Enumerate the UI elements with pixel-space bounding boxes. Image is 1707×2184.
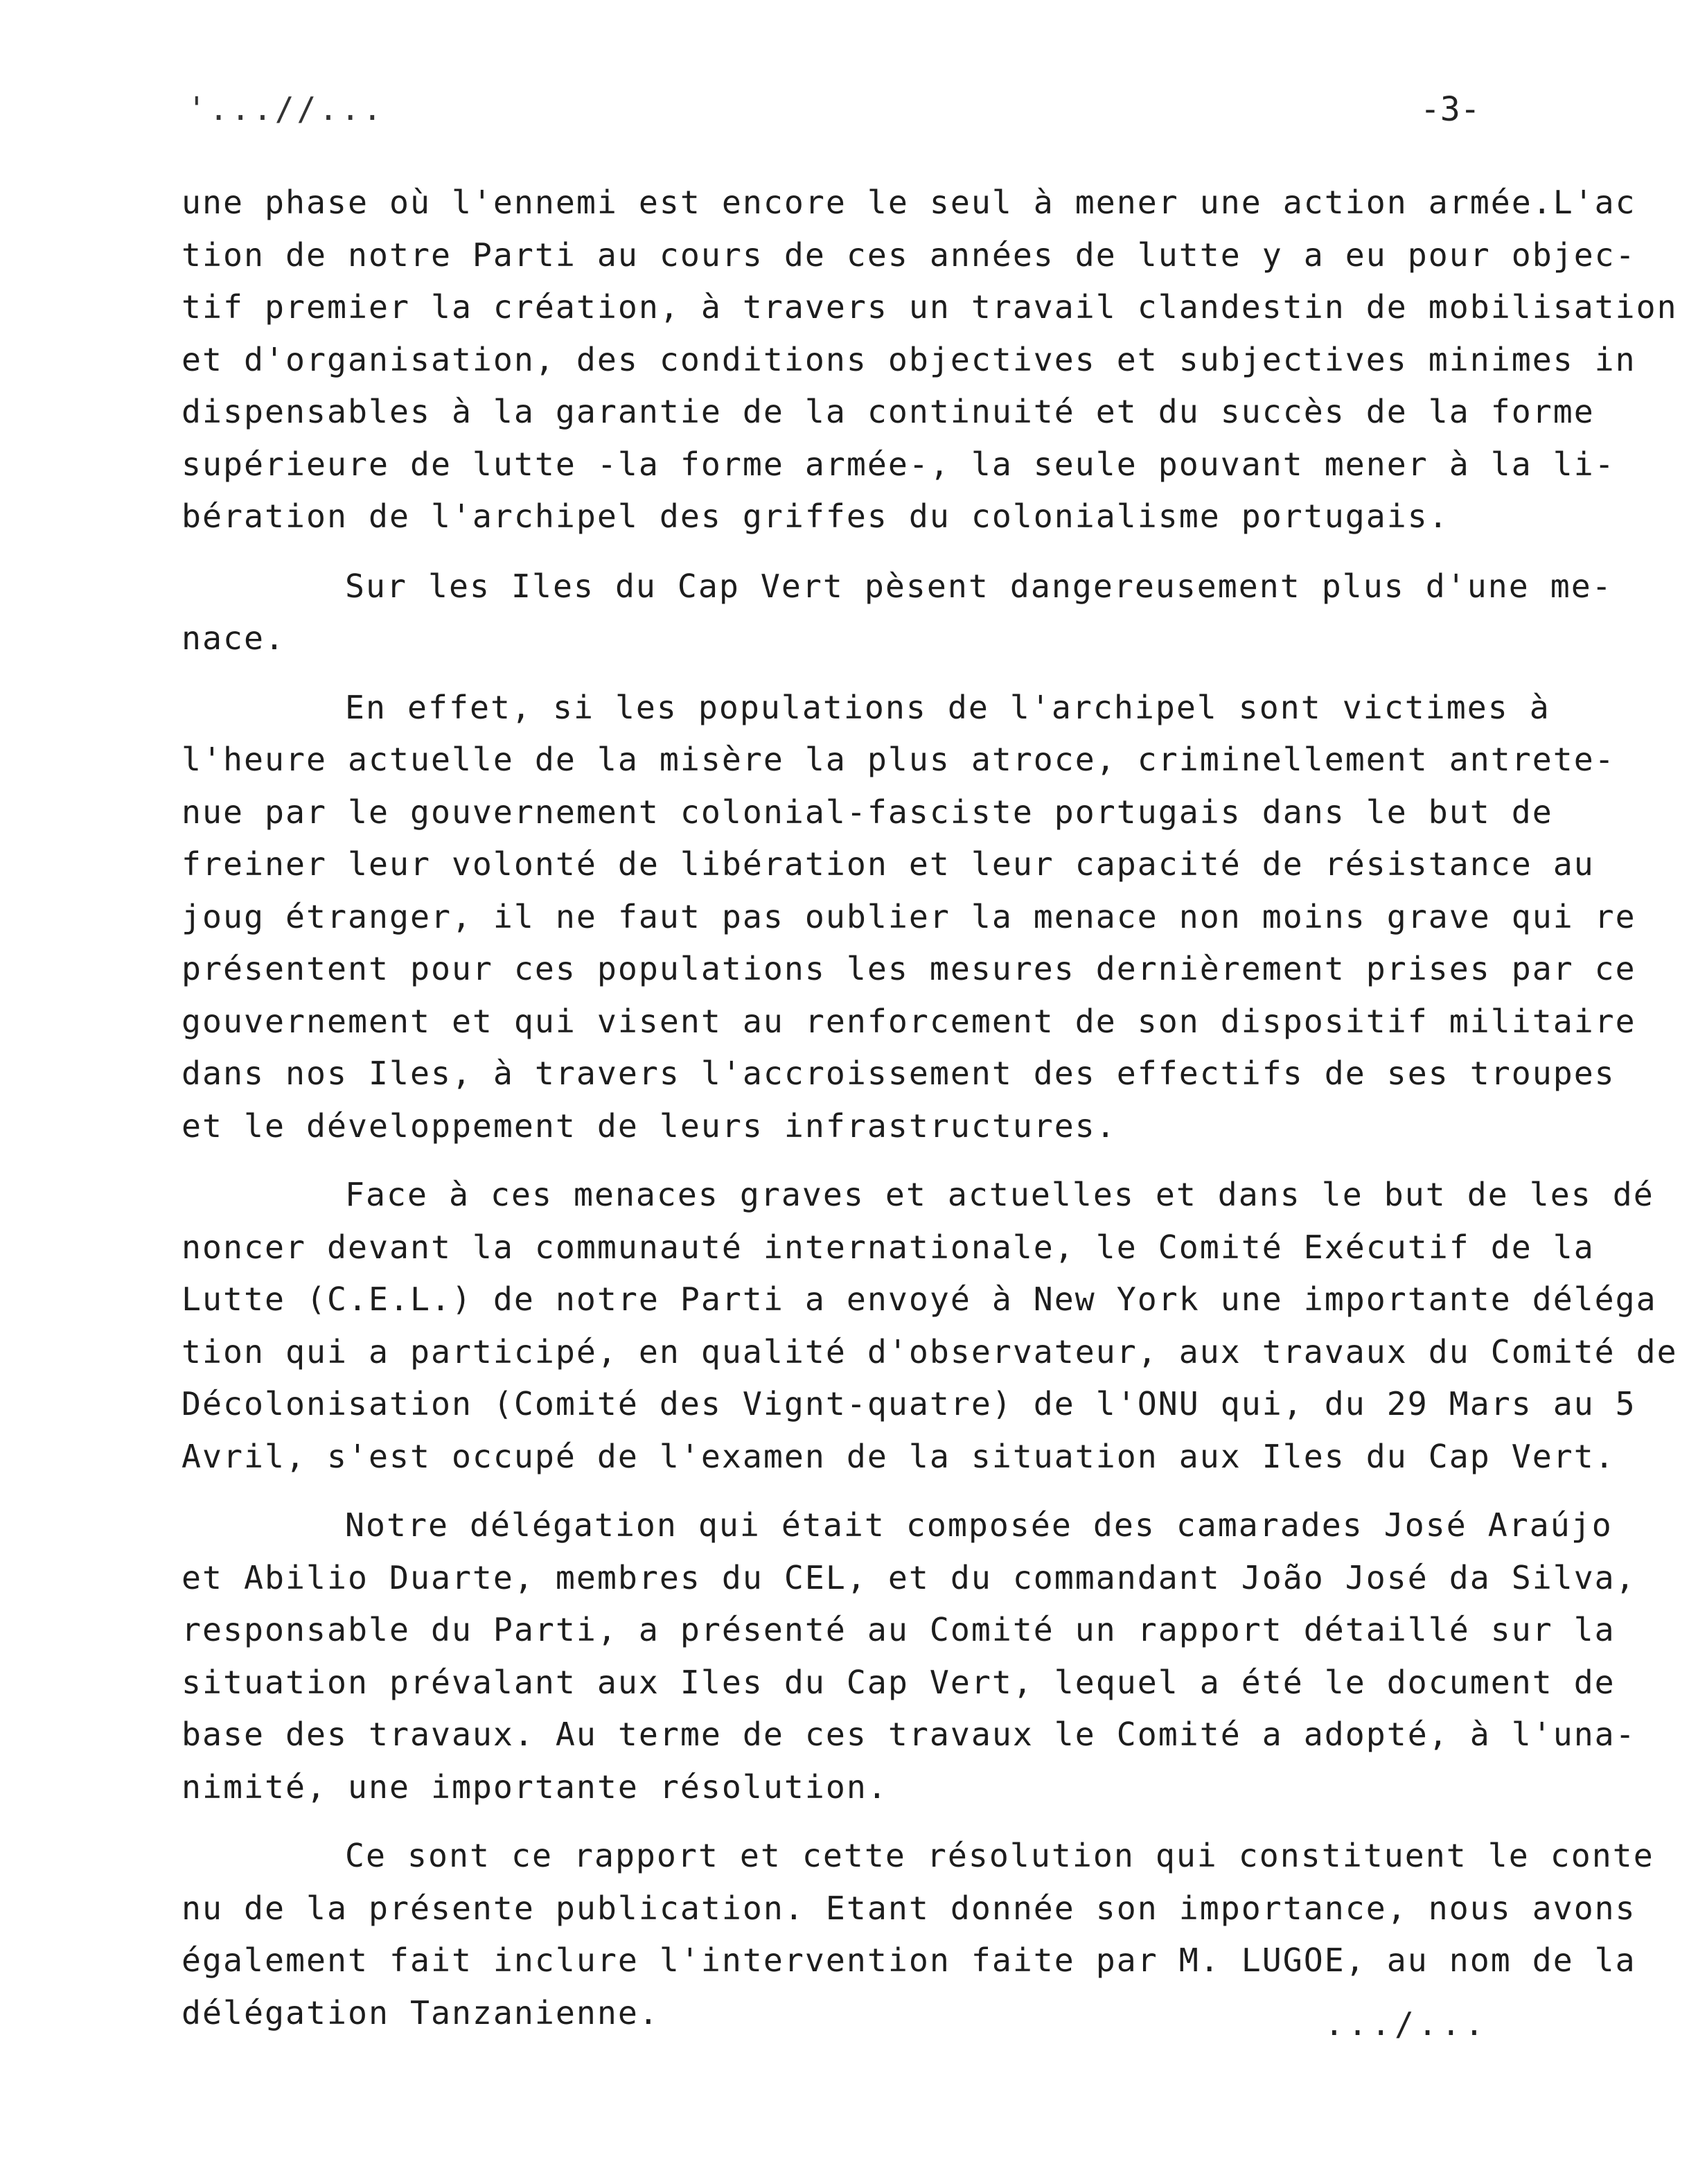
text-line: l'heure actuelle de la misère la plus atroce, criminellement antrete- [182,741,1616,778]
text-line: supérieure de lutte -la forme armée-, la seule pouvant mener à la li- [182,445,1616,483]
header-continuation-mark: '...//... [187,90,385,127]
text-line: également fait inclure l'intervention faite par M. LUGOE, au nom de la [182,1941,1636,1979]
text-line: Avril, s'est occupé de l'examen de la situation aux Iles du Cap Vert. [182,1437,1616,1475]
paragraph-3 [182,682,1678,1153]
text-line: En effet, si les populations de l'archipel sont victimes à [345,688,1550,726]
text-line: nu de la présente publication. Etant donnée son importance, nous avons [182,1889,1636,1927]
text-line: dispensables à la garantie de la continuité et du succès de la forme [182,393,1595,430]
text-line: Ce sont ce rapport et cette résolution qui constituent le conte [345,1837,1654,1874]
text-line: et d'organisation, des conditions objectives et subjectives minimes in [182,340,1636,378]
text-line: nue par le gouvernement colonial-fasciste portugais dans le but de [182,793,1553,831]
paragraph-2 [182,561,1678,665]
page-number: -3- [1420,90,1480,129]
text-line: tif premier la création, à travers un travail clandestin de mobilisation [182,288,1678,326]
text-line: Notre délégation qui était composée des camarades José Araújo [345,1506,1613,1544]
text-line: responsable du Parti, a présenté au Comité un rapport détaillé sur la [182,1611,1616,1648]
text-line: tion qui a participé, en qualité d'observateur, aux travaux du Comité de [182,1332,1678,1371]
text-line: Décolonisation (Comité des Vignt-quatre) de l'ONU qui, du 29 Mars au 5 [182,1385,1636,1423]
text-line: freiner leur volonté de libération et leur capacité de résistance au [182,845,1595,883]
text-line: joug étranger, il ne faut pas oublier la menace non moins grave qui re [182,897,1636,935]
text-line: Lutte (C.E.L.) de notre Parti a envoyé à New York une importante déléga [182,1280,1657,1318]
text-line: Sur les Iles du Cap Vert pèsent dangereusement plus d'une me- [345,567,1613,605]
paragraph-1 [182,177,1678,543]
text-line: et Abilio Duarte, membres du CEL, et du commandant João José da Silva, [182,1558,1636,1596]
text-line: gouvernement et qui visent au renforcement de son dispositif militaire [182,1002,1636,1040]
text-line: présentent pour ces populations les mesures dernièrement prises par ce [182,950,1636,987]
text-line: Face à ces menaces graves et actuelles et dans le but de les dé [345,1176,1654,1213]
text-line: une phase où l'ennemi est encore le seul à mener une action armée.L'ac [182,184,1636,221]
text-line: bération de l'archipel des griffes du colonialisme portugais. [182,497,1449,535]
text-line: et le développement de leurs infrastructures. [182,1107,1117,1145]
text-line: situation prévalant aux Iles du Cap Vert, lequel a été le document de [182,1663,1616,1701]
continuation-mark: .../... [1325,2005,1488,2043]
paragraph-4 [182,1169,1678,1483]
text-line: noncer devant la communauté internationale, le Comité Exécutif de la [182,1228,1595,1266]
text-line: nace. [182,619,285,657]
text-line: dans nos Iles, à travers l'accroissement des effectifs de ses troupes [182,1055,1616,1092]
paragraph-5 [182,1499,1678,1813]
text-line: délégation Tanzanienne. [182,1993,660,2032]
text-line: tion de notre Parti au cours de ces années de lutte y a eu pour objec- [182,236,1636,274]
text-line: nimité, une importante résolution. [182,1768,888,1806]
text-line: base des travaux. Au terme de ces travaux le Comité a adopté, à l'una- [182,1716,1636,1753]
document-body [182,177,1678,2039]
